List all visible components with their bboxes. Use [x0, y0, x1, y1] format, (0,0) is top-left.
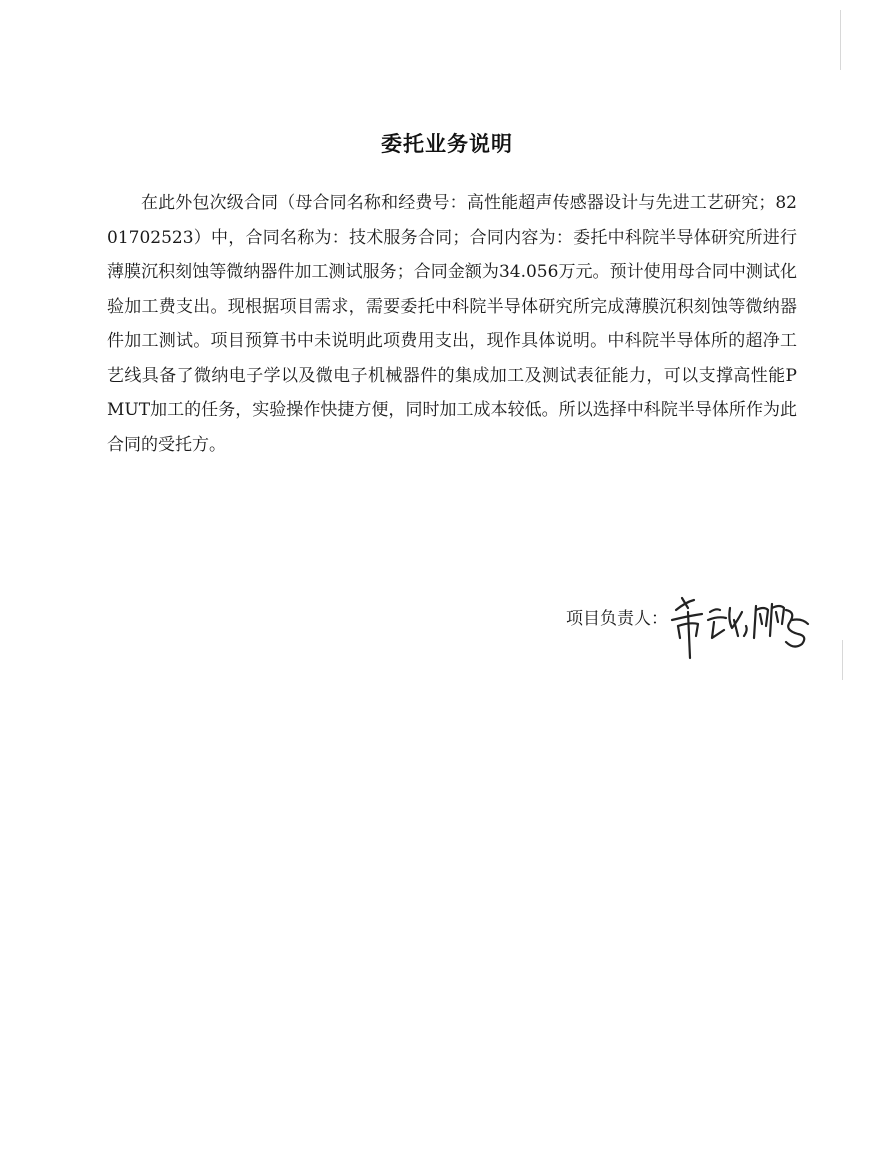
document-body: 在此外包次级合同（母合同名称和经费号：高性能超声传感器设计与先进工艺研究；8201702523）中，合同名称为：技术服务合同；合同内容为：委托中科院半导体研究所进行薄膜沉积刻蚀等微纳器件加工测试服务；合同金额为34.056万元。预计使用母合同中测试化验加工费支出。现根据项目需求，需要委托中科院半导体研究所完成薄膜沉积刻蚀等微纳器件加工测试。项目预算书中未说明此项费用支出，现作具体说明。中科院半导体所的超净工艺线具备了微纳电子学以及微电子机械器件的集成加工及测试表征能力，可以支撑高性能PMUT加工的任务，实验操作快捷方便，同时加工成本较低。所以选择中科院半导体所作为此合同的受托方。 — [107, 193, 797, 455]
document-title: 委托业务说明 — [381, 131, 513, 156]
handwritten-signature — [668, 590, 818, 660]
signature-block — [560, 590, 820, 660]
scan-edge-mark — [840, 10, 841, 70]
scan-edge-mark — [842, 640, 843, 680]
signature-label: 项目负责人： — [566, 609, 668, 629]
